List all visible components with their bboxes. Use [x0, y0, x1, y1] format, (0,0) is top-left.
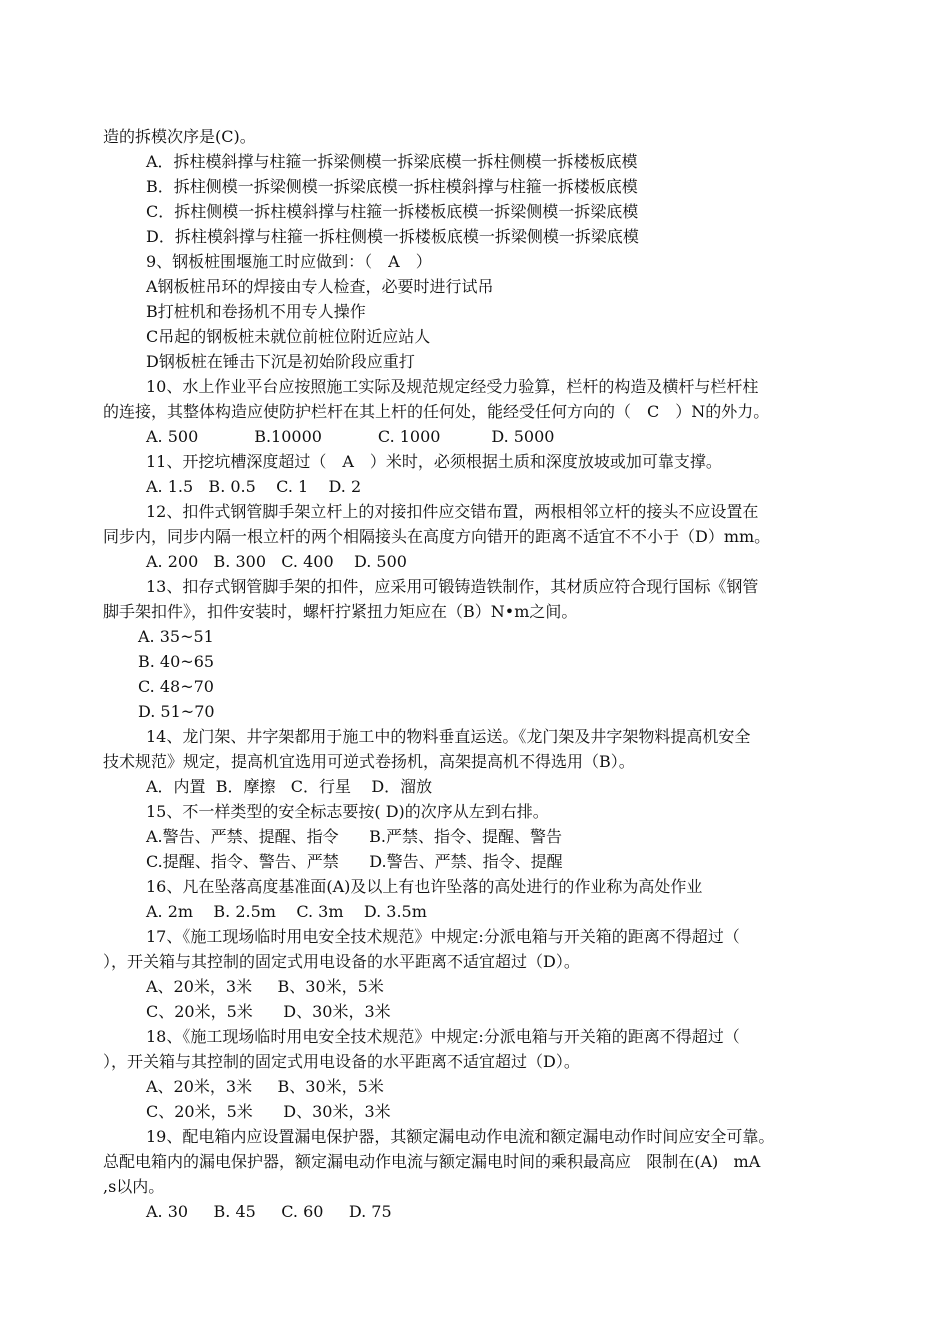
text-line: 19、配电箱内应设置漏电保护器，其额定漏电动作电流和额定漏电动作时间应安全可靠。 — [146, 1127, 775, 1146]
text-line: 技术规范》规定，提高机宜选用可逆式卷扬机，高架提高机不得选用（B）。 — [103, 752, 635, 771]
text-line: 16、凡在坠落高度基准面(A)及以上有也许坠落的高处进行的作业称为高处作业 — [146, 877, 703, 896]
text-line: D. 51~70 — [138, 702, 215, 721]
text-line: A. 200 B. 300 C. 400 D. 500 — [146, 552, 407, 571]
text-line: A. 30 B. 45 C. 60 D. 75 — [146, 1202, 392, 1221]
text-line: 15、不一样类型的安全标志要按( D)的次序从左到右排。 — [146, 802, 549, 821]
text-line: 14、龙门架、井字架都用于施工中的物料垂直运送。《龙门架及井字架物料提高机安全 — [146, 727, 751, 746]
text-line: 11、开挖坑槽深度超过（ A ）米时，必须根据土质和深度放坡或加可靠支撑。 — [146, 452, 722, 471]
text-line: A．拆柱模斜撑与柱箍一拆梁侧模一拆梁底模一拆柱侧模一拆楼板底模 — [146, 152, 638, 171]
text-line: A、20米，3米 B、30米，5米 — [146, 1077, 384, 1096]
text-line: ），开关箱与其控制的固定式用电设备的水平距离不适宜超过（D）。 — [103, 1052, 580, 1071]
text-line: ,s以内。 — [103, 1177, 165, 1196]
text-line: A. 1.5 B. 0.5 C. 1 D. 2 — [146, 477, 362, 496]
text-line: B. 40~65 — [138, 652, 215, 671]
text-line: 10、水上作业平台应按照施工实际及规范规定经受力验算，栏杆的构造及横杆与栏杆柱 — [146, 377, 759, 396]
text-line: A钢板桩吊环的焊接由专人检查，必要时进行试吊 — [146, 277, 494, 296]
text-line: 9、钢板桩围堰施工时应做到：（ A ） — [146, 252, 432, 271]
text-line: C.提醒、指令、警告、严禁 D.警告、严禁、指令、提醒 — [146, 852, 563, 871]
text-line: A.警告、严禁、提醒、指令 B.严禁、指令、提醒、警告 — [146, 827, 563, 846]
text-line: 17、《施工现场临时用电安全技术规范》中规定:分派电箱与开关箱的距离不得超过（ — [146, 927, 740, 946]
text-line: A. 500 B.10000 C. 1000 D. 5000 — [146, 427, 555, 446]
text-line: B打桩机和卷扬机不用专人操作 — [146, 302, 366, 321]
text-line: ），开关箱与其控制的固定式用电设备的水平距离不适宜超过（D）。 — [103, 952, 580, 971]
text-line: C、20米，5米 D、30米，3米 — [146, 1002, 391, 1021]
text-line: C吊起的钢板桩未就位前桩位附近应站人 — [146, 327, 431, 346]
text-line: 12、扣件式钢管脚手架立杆上的对接扣件应交错布置，两根相邻立杆的接头不应设置在 — [146, 502, 759, 521]
text-line: 总配电箱内的漏电保护器，额定漏电动作电流与额定漏电时间的乘积最高应 限制在(A) mA — [103, 1152, 761, 1171]
text-line: 18、《施工现场临时用电安全技术规范》中规定:分派电箱与开关箱的距离不得超过（ — [146, 1027, 740, 1046]
text-line: B．拆柱侧模一拆梁侧模一拆梁底模一拆柱模斜撑与柱箍一拆楼板底模 — [146, 177, 638, 196]
text-line: 13、扣存式钢管脚手架的扣件，应采用可锻铸造铁制作，其材质应符合现行国标《钢管 — [146, 577, 759, 596]
text-line: C．拆柱侧模一拆柱模斜撑与柱箍一拆楼板底模一拆梁侧模一拆梁底模 — [146, 202, 639, 221]
text-line: D．拆柱模斜撑与柱箍一拆柱侧模一拆楼板底模一拆梁侧模一拆梁底模 — [146, 227, 639, 246]
text-line: 造的拆模次序是(C)。 — [103, 127, 256, 146]
text-line: A. 2m B. 2.5m C. 3m D. 3.5m — [146, 902, 427, 921]
text-line: 脚手架扣件》，扣件安装时，螺杆拧紧扭力矩应在（B）N•m之间。 — [103, 602, 578, 621]
text-line: 同步内，同步内隔一根立杆的两个相隔接头在高度方向错开的距离不适宜不不小于（D）mm。 — [103, 527, 771, 546]
text-line: C、20米，5米 D、30米，3米 — [146, 1102, 391, 1121]
text-line: C. 48~70 — [138, 677, 214, 696]
text-line: A、20米，3米 B、30米，5米 — [146, 977, 384, 996]
text-line: 的连接，其整体构造应使防护栏杆在其上杆的任何处，能经受任何方向的（ C ）N的外力。 — [103, 402, 770, 421]
text-line: A．内置 B．摩擦 C．行星 D．溜放 — [146, 777, 433, 796]
text-line: A. 35~51 — [138, 627, 214, 646]
text-line: D钢板桩在锤击下沉是初始阶段应重打 — [146, 352, 415, 371]
